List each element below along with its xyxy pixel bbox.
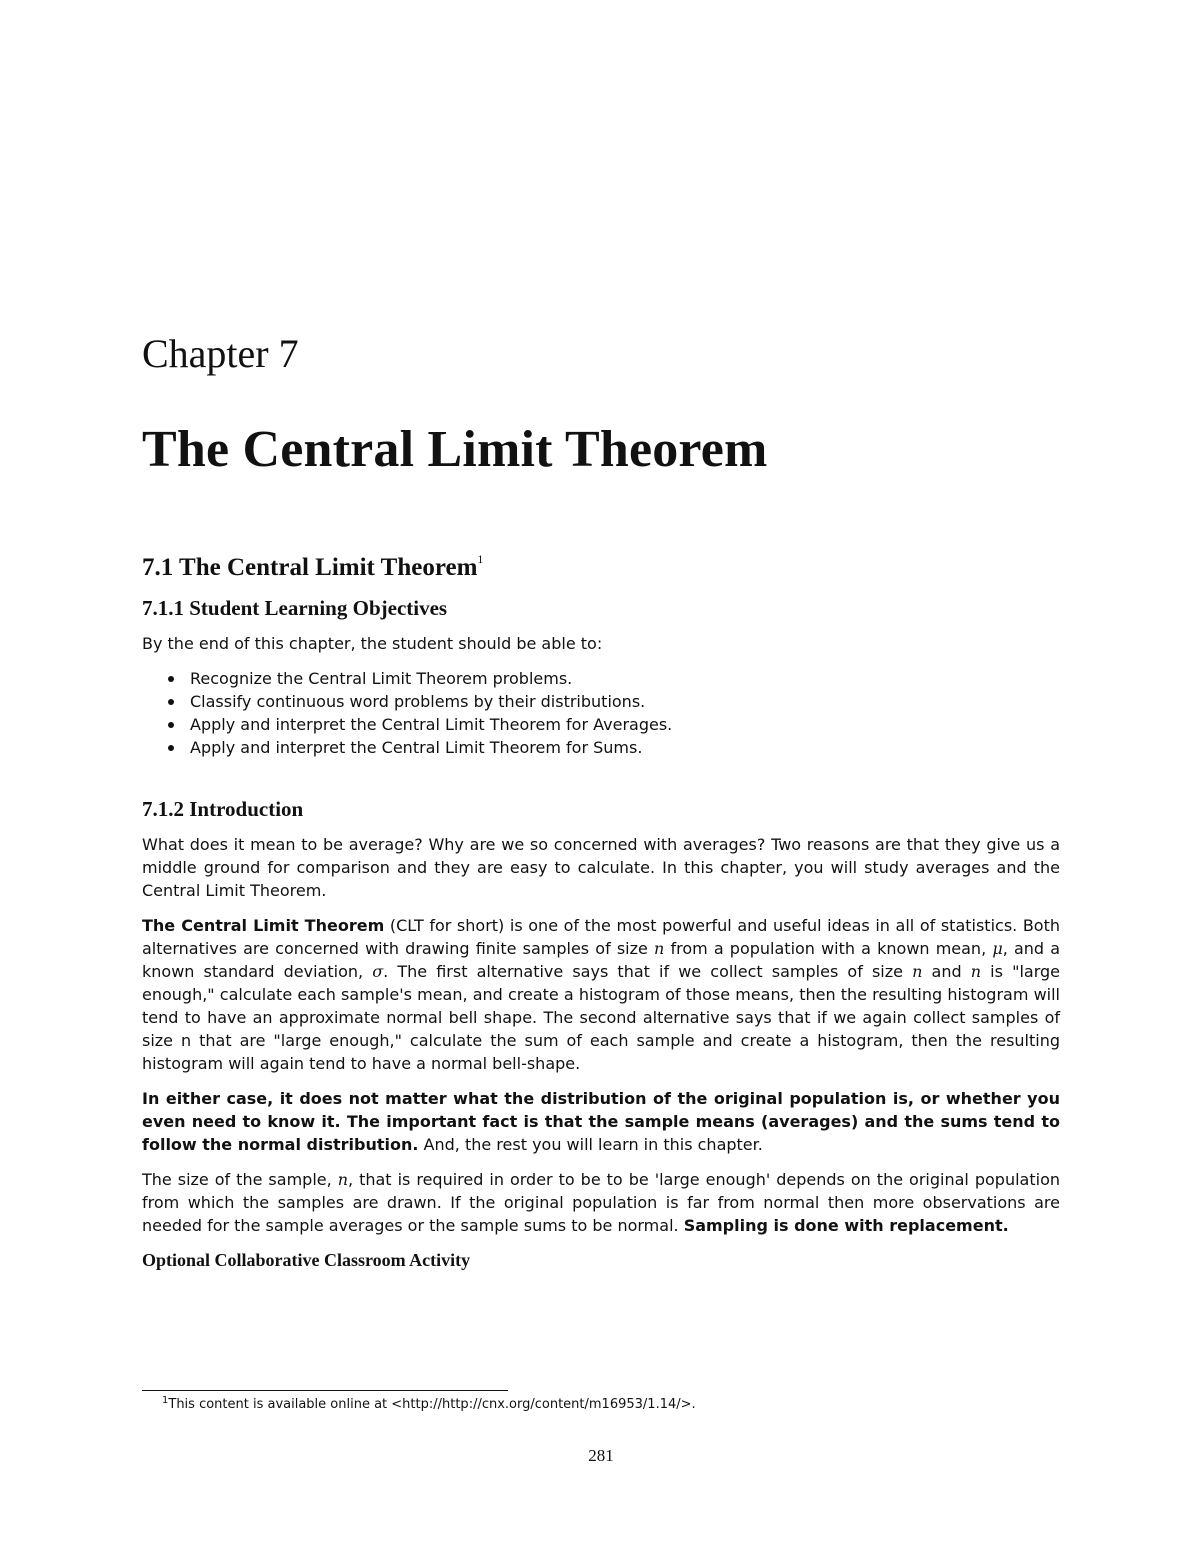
objective-item: Classify continuous word problems by their distributions. [190, 690, 1060, 713]
objectives-list [142, 667, 1060, 759]
footnote-divider [142, 1390, 508, 1391]
page-number: 281 [588, 1446, 614, 1465]
section-title: 7.1 The Central Limit Theorem [142, 554, 478, 581]
chapter-content [142, 552, 1060, 1272]
chapter-label: Chapter 7 [142, 331, 299, 376]
footnote-text[interactable]: This content is available online at <http://http://cnx.org/content/m16953/1.14/>. [168, 1397, 696, 1412]
sampling-bold: Sampling is done with replacement. [683, 1216, 1009, 1235]
symbol-sigma: σ [372, 962, 384, 981]
section-heading [142, 552, 1060, 584]
clt-bold-lead: The Central Limit Theorem [142, 916, 385, 935]
symbol-n: n [654, 939, 665, 958]
symbol-n: n [970, 962, 982, 981]
footnote-reference[interactable]: 1 [477, 552, 484, 566]
objective-item: Recognize the Central Limit Theorem problems. [190, 667, 1060, 690]
footnote-marker: 1 [162, 1395, 169, 1406]
either-case-bold: In either case, it does not matter what the distribution of the original population is, or whether you even need to know it. The important fact is that the sample means (averages) and the sums tend to follow the normal distribution. [142, 1089, 1060, 1154]
chapter-title: The Central Limit Theorem [142, 421, 768, 478]
introduction-heading: 7.1.2 Introduction [142, 797, 304, 821]
activity-heading: Optional Collaborative Classroom Activity [142, 1250, 471, 1270]
objective-item: Apply and interpret the Central Limit Theorem for Averages. [190, 713, 1060, 736]
symbol-n: n [912, 962, 923, 981]
symbol-n: n [337, 1170, 348, 1189]
symbol-mu: μ [992, 939, 1003, 958]
objectives-intro: By the end of this chapter, the student should be able to: [142, 634, 603, 653]
document-page [142, 0, 1060, 1553]
footnote [162, 1396, 696, 1414]
sample-size-paragraph: The size of the sample, n, that is required in order to be to be 'large enough' depends on the original population from which the samples are drawn. If the original population is far from normal then more observations are needed for the sample averages or the sample sums to be normal. Sampling is done with replacement. [142, 1170, 1060, 1235]
objectives-heading: 7.1.1 Student Learning Objectives [142, 596, 448, 620]
objective-item: Apply and interpret the Central Limit Theorem for Sums. [190, 736, 1060, 759]
intro-paragraph: What does it mean to be average? Why are we so concerned with averages? Two reasons are that they give us a middle ground for comparison and they are easy to calculate. In this chapter, you will study averages and the Central Limit Theorem. [142, 835, 1060, 900]
either-case-paragraph: In either case, it does not matter what the distribution of the original population is, or whether you even need to know it. The important fact is that the sample means (averages) and the sums tend to follow the normal distribution. And, the rest you will learn in this chapter. [142, 1089, 1060, 1154]
clt-paragraph: The Central Limit Theorem (CLT for short) is one of the most powerful and useful ideas in all of statistics. Both alternatives are concerned with drawing finite samples of size n from a population with a known mean, μ, and a known standard deviation, σ. The first alternative says that if we collect samples of size n and n is "large enough," calculate each sample's mean, and create a histogram of those means, then the resulting histogram will tend to have an approximate normal bell shape. The second alternative says that if we again collect samples of size n that are "large enough," calculate the sum of each sample and create a histogram, then the resulting histogram will again tend to have a normal bell-shape. [142, 916, 1061, 1073]
